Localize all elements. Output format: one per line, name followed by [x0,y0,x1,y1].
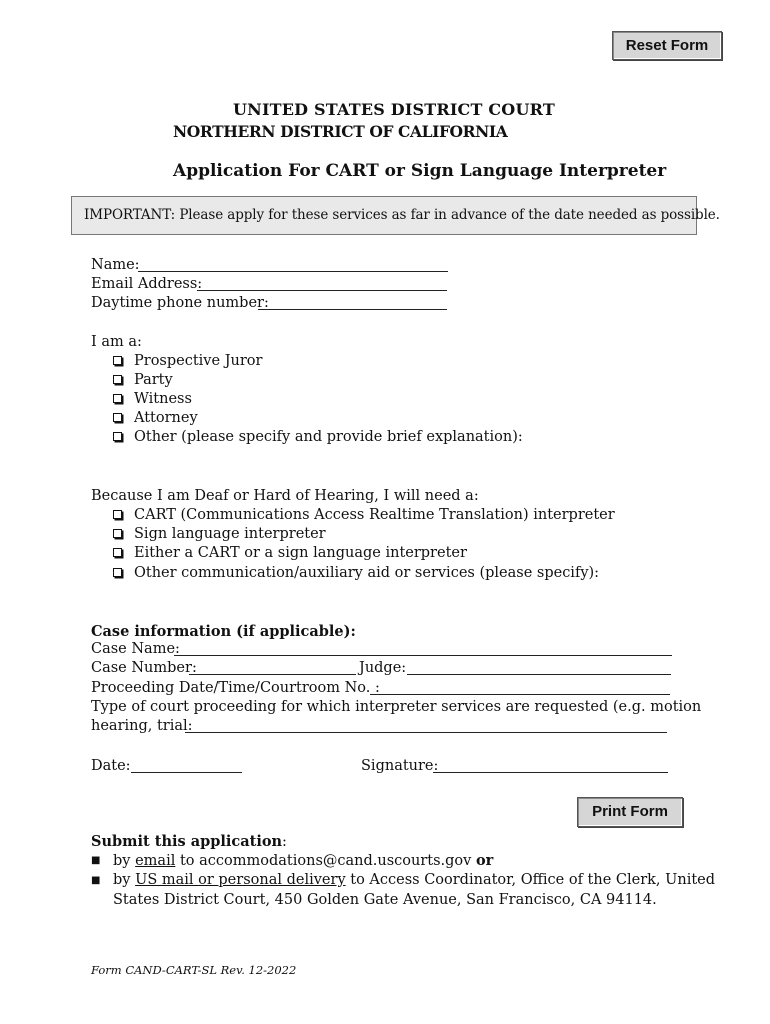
email-link[interactable]: email [135,853,176,869]
case-name-label: Case Name: [91,641,180,657]
need-option-sign-language[interactable]: Sign language interpreter [113,526,326,542]
judge-field[interactable] [407,674,671,675]
name-label: Name: [91,257,140,273]
submit-heading: Submit this application: [91,833,287,850]
district-name: NORTHERN DISTRICT OF CALIFORNIA [173,122,508,141]
important-notice-text: IMPORTANT: Please apply for these services as far in advance of the date needed as possible. [84,207,720,223]
submit-mail-line-cont: States District Court, 450 Golden Gate Avenue, San Francisco, CA 94114. [113,892,657,908]
role-prompt: I am a: [91,334,142,350]
role-option-other[interactable]: Other (please specify and provide brief explanation): [113,429,523,445]
case-number-label: Case Number: [91,660,197,676]
checkbox-icon[interactable] [113,510,122,519]
court-name: UNITED STATES DISTRICT COURT [233,100,555,119]
reset-form-button[interactable]: Reset Form [612,31,722,60]
proceeding-type-label-cont: hearing, trial: [91,718,193,734]
role-option-party[interactable]: Party [113,372,173,388]
role-option-juror[interactable]: Prospective Juror [113,353,262,369]
email-label: Email Address: [91,276,203,292]
need-option-other[interactable]: Other communication/auxiliary aid or services (please specify): [113,565,599,581]
phone-field[interactable] [258,309,447,310]
proceeding-label: Proceeding Date/Time/Courtroom No. : [91,680,380,696]
checkbox-icon[interactable] [113,568,122,577]
need-prompt: Because I am Deaf or Hard of Hearing, I will need a: [91,488,479,504]
phone-label: Daytime phone number: [91,295,269,311]
submit-mail-line: by US mail or personal delivery to Access Coordinator, Office of the Clerk, United [113,872,716,888]
checkbox-icon[interactable] [113,432,122,441]
bullet-icon: ■ [91,875,101,886]
date-label: Date: [91,758,131,774]
role-option-attorney[interactable]: Attorney [113,410,198,426]
form-revision-footer: Form CAND-CART-SL Rev. 12-2022 [91,963,297,977]
role-option-witness[interactable]: Witness [113,391,192,407]
checkbox-icon[interactable] [113,413,122,422]
bullet-icon: ■ [91,855,101,866]
case-name-field[interactable] [174,655,672,656]
proceeding-type-field[interactable] [185,732,667,733]
proceeding-field[interactable] [370,694,670,695]
checkbox-icon[interactable] [113,394,122,403]
checkbox-icon[interactable] [113,356,122,365]
checkbox-icon[interactable] [113,529,122,538]
case-number-field[interactable] [189,674,356,675]
proceeding-type-label: Type of court proceeding for which interpreter services are requested (e.g. motion [91,699,702,715]
checkbox-icon[interactable] [113,548,122,557]
signature-field[interactable] [433,772,668,773]
mail-delivery-link[interactable]: US mail or personal delivery [135,872,346,888]
judge-label: Judge: [359,660,407,676]
case-info-heading: Case information (if applicable): [91,623,356,640]
signature-label: Signature: [361,758,439,774]
important-notice-box [71,196,720,235]
print-form-button[interactable]: Print Form [577,797,683,827]
date-field[interactable] [131,772,242,773]
email-field[interactable] [197,290,447,291]
checkbox-icon[interactable] [113,375,122,384]
form-title: Application For CART or Sign Language Interpreter [173,161,667,181]
name-field[interactable] [138,271,448,272]
submit-email-line: by email to accommodations@cand.uscourts.gov or [113,852,494,869]
need-option-either[interactable]: Either a CART or a sign language interpreter [113,545,467,561]
need-option-cart[interactable]: CART (Communications Access Realtime Translation) interpreter [113,507,615,523]
